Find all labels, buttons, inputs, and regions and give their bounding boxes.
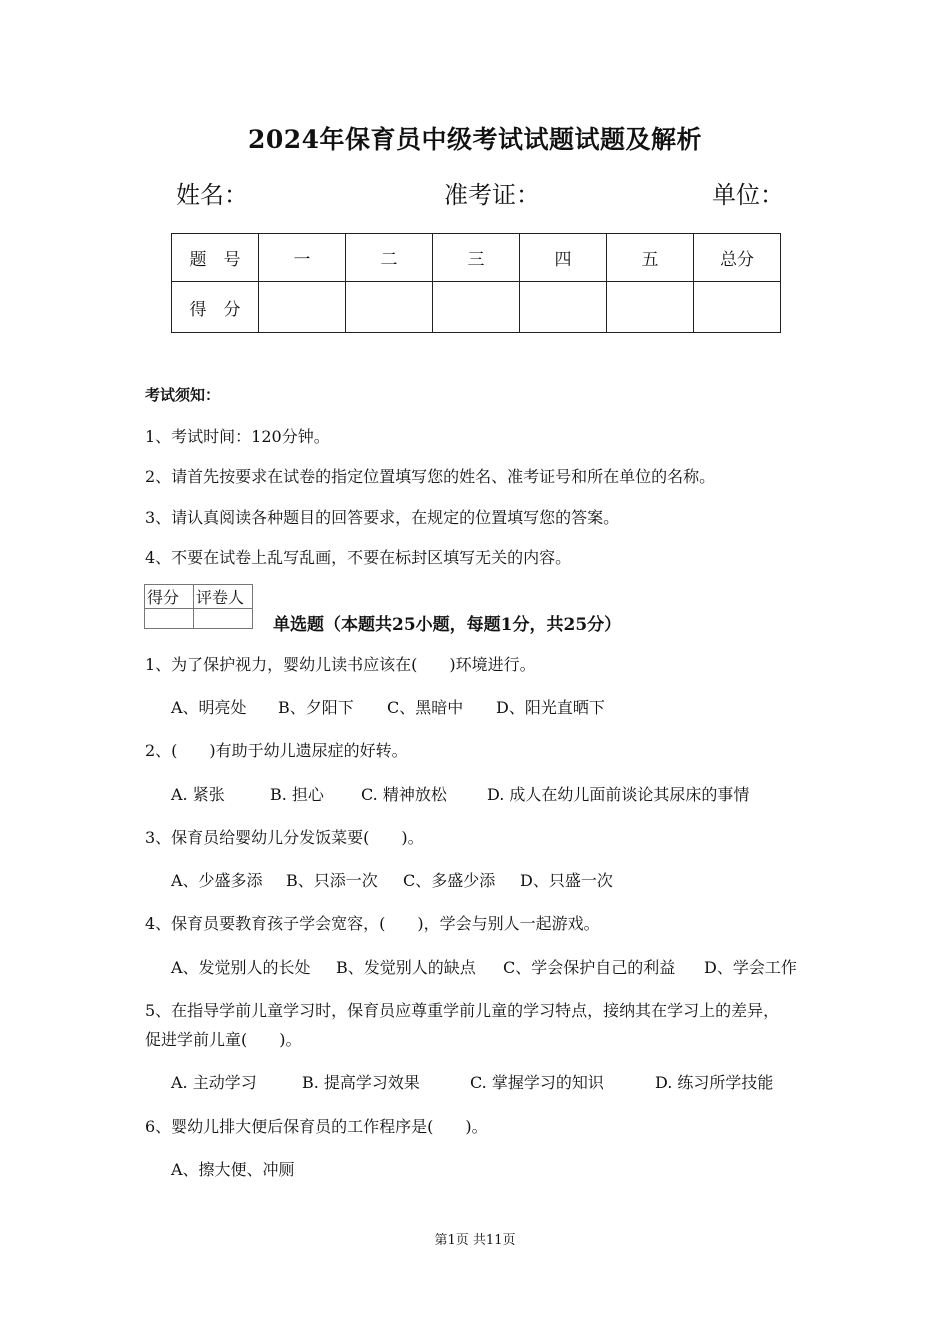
score-cell [259,282,346,333]
option: A、少盛多添 [171,871,263,890]
option: D、阳光直晒下 [496,698,605,717]
score-cell [520,282,607,333]
score-table-header-label: 题 号 [172,234,259,282]
score-table-col-4: 四 [520,234,607,282]
score-table-score-row [172,282,781,333]
option: A. 紧张 [171,785,225,804]
grader-box [144,584,253,629]
option: D、学会工作 [704,958,797,977]
notice-heading: 考试须知： [145,386,221,404]
option: D. 成人在幼儿面前谈论其尿床的事情 [487,785,750,804]
name-label: 姓名： [176,181,248,209]
score-table-col-total: 总分 [694,234,781,282]
option: C、多盛少添 [403,871,496,890]
option: D. 练习所学技能 [655,1073,774,1092]
grader-box-grader-label: 评卷人 [194,585,253,609]
score-cell [433,282,520,333]
score-table-col-5: 五 [607,234,694,282]
page-title: 2024年保育员中级考试试题试题及解析 [247,125,703,154]
score-cell [346,282,433,333]
exam-id-label: 准考证： [444,181,540,209]
section-title: 单选题（本题共25小题，每题1分，共25分） [273,615,622,635]
grader-box-score-cell [145,609,194,629]
score-table [171,233,781,333]
page-footer: 第1页 共11页 [434,1233,516,1248]
score-table-row-label: 得 分 [172,282,259,333]
option: C. 精神放松 [361,785,447,804]
option: B、夕阳下 [278,698,354,717]
notice-item: 1、考试时间：120分钟。 [145,427,330,446]
option: D、只盛一次 [520,871,613,890]
notice-item: 2、请首先按要求在试卷的指定位置填写您的姓名、准考证号和所在单位的名称。 [145,467,716,486]
option: C、黑暗中 [387,698,464,717]
option: C. 掌握学习的知识 [470,1073,604,1092]
option: A. 主动学习 [171,1073,257,1092]
question-stem: 2、( )有助于幼儿遗尿症的好转。 [145,741,408,760]
notice-item: 3、请认真阅读各种题目的回答要求，在规定的位置填写您的答案。 [145,508,620,527]
question-stem: 3、保育员给婴幼儿分发饭菜要( )。 [145,828,424,847]
score-table-col-1: 一 [259,234,346,282]
option: C、学会保护自己的利益 [503,958,676,977]
option: B. 提高学习效果 [302,1073,420,1092]
score-cell [694,282,781,333]
score-table-col-3: 三 [433,234,520,282]
question-stem: 4、保育员要教育孩子学会宽容，( )，学会与别人一起游戏。 [145,914,600,933]
grader-box-grader-cell [194,609,253,629]
option: B. 担心 [270,785,324,804]
question-stem: 5、在指导学前儿童学习时，保育员应尊重学前儿童的学习特点，接纳其在学习上的差异， [145,1001,780,1020]
option: A、发觉别人的长处 [171,958,311,977]
question-stem: 1、为了保护视力，婴幼儿读书应该在( )环境进行。 [145,655,536,674]
option: A、擦大便、冲厕 [171,1160,295,1179]
unit-label: 单位： [712,181,784,209]
option: A、明亮处 [171,698,247,717]
question-stem-continued: 促进学前儿童( )。 [145,1030,302,1049]
option: B、只添一次 [286,871,378,890]
grader-box-score-label: 得分 [145,585,194,609]
notice-item: 4、不要在试卷上乱写乱画，不要在标封区填写无关的内容。 [145,548,572,567]
score-table-header-row [172,234,781,282]
score-cell [607,282,694,333]
score-table-col-2: 二 [346,234,433,282]
question-stem: 6、婴幼儿排大便后保育员的工作程序是( )。 [145,1117,488,1136]
option: B、发觉别人的缺点 [336,958,476,977]
